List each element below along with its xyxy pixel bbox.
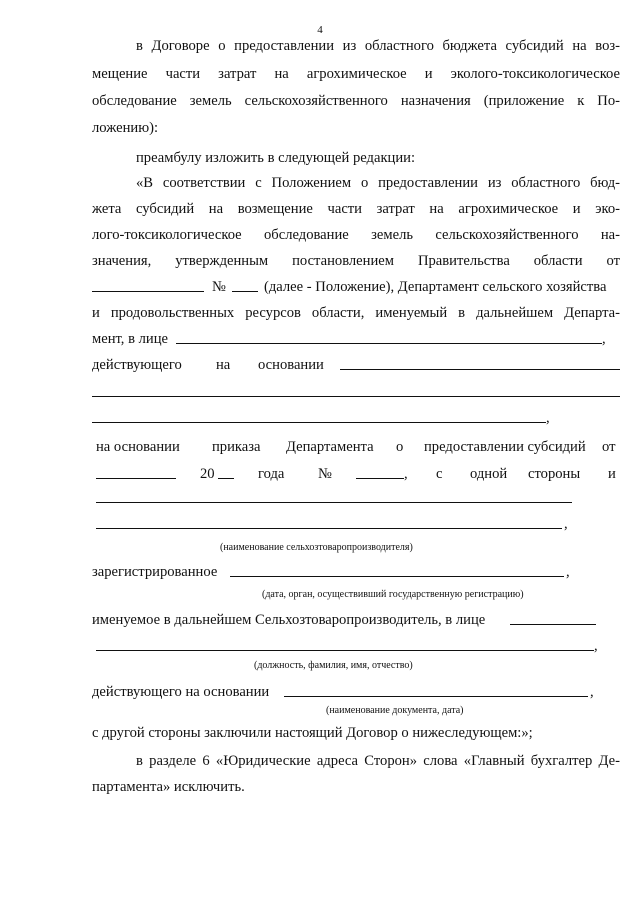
text-line: мещение части затрат на агрохимическое и эколого-токсикологическое	[92, 66, 620, 82]
text-line: ,	[590, 684, 594, 700]
field-caption: (должность, фамилия, имя, отчество)	[254, 660, 413, 671]
text-line: ,	[594, 638, 598, 654]
field-caption: (дата, орган, осуществивший государственную регистрацию)	[262, 589, 524, 600]
text-line: (далее - Положение), Департамент сельского хозяйства	[264, 279, 607, 295]
blank-field	[96, 502, 572, 503]
text-line: от	[602, 439, 616, 455]
text-line: года	[258, 466, 285, 482]
text-line: на	[216, 357, 231, 373]
blank-field	[176, 343, 602, 344]
blank-field	[284, 696, 588, 697]
text-line: ложению):	[92, 120, 159, 136]
blank-field	[230, 576, 564, 577]
text-line: ,	[564, 516, 568, 532]
text-line: с	[436, 466, 443, 482]
text-line: №	[318, 466, 332, 482]
text-line: именуемое в дальнейшем Сельхозтоваропроизводитель, в лице	[92, 612, 486, 628]
blank-field	[92, 422, 546, 423]
text-line: стороны	[528, 466, 581, 482]
text-line: и	[608, 466, 616, 482]
blank-field	[510, 624, 596, 625]
text-line: обследование земель сельскохозяйственного назначения (приложение к По-	[92, 93, 620, 109]
blank-field	[96, 650, 594, 651]
field-caption: (наименование документа, дата)	[326, 705, 464, 716]
text-line: №	[212, 279, 226, 295]
blank-field	[232, 291, 258, 292]
text-line: с другой стороны заключили настоящий Договор о нижеследующем:»;	[92, 725, 533, 741]
text-line: и продовольственных ресурсов области, именуемый в дальнейшем Департа-	[92, 305, 620, 321]
text-line: жета субсидий на возмещение части затрат на агрохимическое и эко-	[92, 201, 620, 217]
blank-field	[92, 291, 204, 292]
text-line: ,	[404, 466, 408, 482]
text-line: приказа	[212, 439, 261, 455]
text-line: действующего на основании	[92, 684, 270, 700]
text-line: «В соответствии с Положением о предоставлении из областного бюд-	[136, 175, 620, 191]
field-caption: (наименование сельхозтоваропроизводителя)	[220, 542, 413, 553]
blank-field	[356, 478, 404, 479]
text-line: партамента» исключить.	[92, 779, 245, 795]
text-line: лого-токсикологическое обследование земель сельскохозяйственного на-	[92, 227, 620, 243]
text-line: в Договоре о предоставлении из областного бюджета субсидий на воз-	[136, 38, 620, 54]
text-line: значения, утвержденным постановлением Правительства области от	[92, 253, 620, 269]
text-line: мент, в лице	[92, 331, 169, 347]
text-line: предоставлении субсидий	[424, 439, 586, 455]
text-line: 20	[200, 466, 215, 482]
text-line: зарегистрированное	[92, 564, 218, 580]
text-line: в разделе 6 «Юридические адреса Сторон» слова «Главный бухгалтер Де-	[136, 753, 620, 769]
text-line: ,	[602, 331, 606, 347]
blank-field	[96, 528, 562, 529]
text-line: одной	[470, 466, 508, 482]
text-line: ,	[566, 564, 570, 580]
text-line: действующего	[92, 357, 182, 373]
blank-field	[96, 478, 176, 479]
text-line: основании	[258, 357, 324, 373]
text-line: на основании	[96, 439, 180, 455]
blank-field	[340, 369, 620, 370]
text-line: о	[396, 439, 404, 455]
page-number: 4	[317, 24, 323, 36]
text-line: ,	[546, 410, 550, 426]
blank-field	[92, 396, 620, 397]
blank-field	[218, 478, 234, 479]
text-line: преамбулу изложить в следующей редакции:	[136, 150, 416, 166]
text-line: Департамента	[286, 439, 374, 455]
